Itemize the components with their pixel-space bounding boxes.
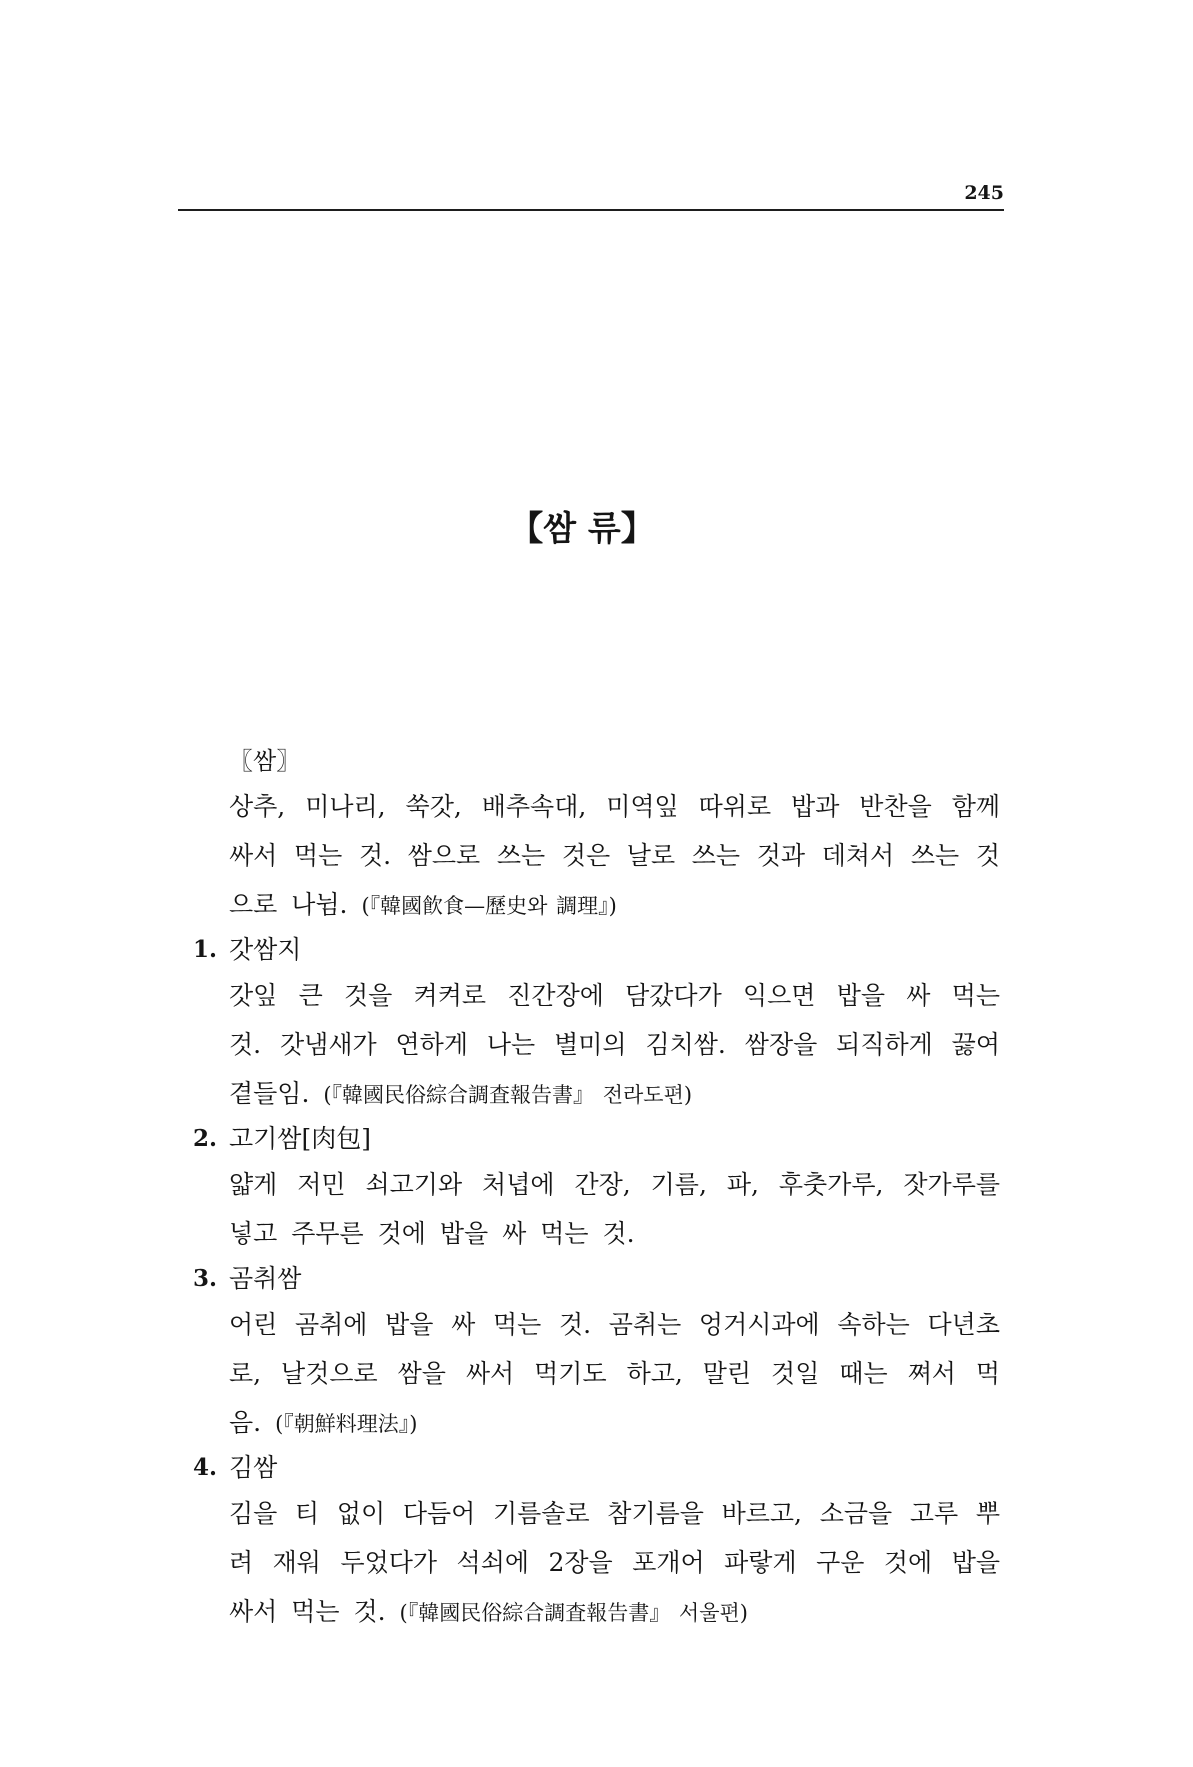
page-content: [193, 740, 1000, 1636]
entry-source: (『韓國飮食—歷史와 調理』): [361, 894, 617, 918]
item-line: 로, 날것으로 쌈을 싸서 먹기도 하고, 말린 것일 때는 쪄서 먹: [229, 1359, 1000, 1388]
item-number: 4.: [193, 1454, 218, 1481]
entry-line: [229, 880, 1000, 929]
item-title: 갓쌈지: [229, 935, 302, 964]
entry-line: 상추, 미나리, 쑥갓, 배추속대, 미역잎 따위로 밥과 반찬을 함께: [229, 792, 1000, 821]
item-line: 얇게 저민 쇠고기와 처녑에 간장, 기름, 파, 후춧가루, 잣가루를: [229, 1170, 1000, 1199]
item-heading: [193, 1447, 1000, 1489]
header-rule: [178, 209, 1004, 211]
item-heading: [193, 929, 1000, 971]
item-title: 김쌈: [229, 1453, 278, 1482]
page-number: 245: [964, 182, 1004, 204]
item-line: 넣고 주무른 것에 밥을 싸 먹는 것.: [229, 1219, 635, 1248]
item-2: [193, 1118, 1000, 1258]
item-line: [229, 1069, 1000, 1118]
item-title: 고기쌈[肉包]: [229, 1124, 371, 1153]
item-source: (『朝鮮料理法』): [275, 1412, 418, 1436]
item-source: (『韓國民俗綜合調査報告書』 서울편): [399, 1601, 748, 1625]
item-line: 김을 티 없이 다듬어 기름솔로 참기름을 바르고, 소금을 고루 뿌: [229, 1499, 1000, 1528]
item-1: [193, 929, 1000, 1118]
section-title: 【쌈 류】: [509, 509, 655, 549]
item-source: (『韓國民俗綜合調査報告書』 전라도편): [323, 1083, 693, 1107]
item-number: 2.: [193, 1125, 218, 1152]
item-3: [193, 1258, 1000, 1447]
item-line-text: 싸서 먹는 것.: [229, 1597, 386, 1626]
item-heading: [193, 1118, 1000, 1160]
item-line-text: 곁들임.: [229, 1079, 310, 1108]
item-line: [229, 1587, 1000, 1636]
item-line: 어린 곰취에 밥을 싸 먹는 것. 곰취는 엉거시과에 속하는 다년초: [229, 1310, 1000, 1339]
item-line: [229, 1398, 1000, 1447]
item-line: 갓잎 큰 것을 켜켜로 진간장에 담갔다가 익으면 밥을 싸 먹는: [229, 981, 1000, 1010]
entry-line: 싸서 먹는 것. 쌈으로 쓰는 것은 날로 쓰는 것과 데쳐서 쓰는 것: [229, 841, 1000, 870]
item-title: 곰취쌈: [229, 1264, 302, 1293]
item-4: [193, 1447, 1000, 1636]
item-line: 려 재워 두었다가 석쇠에 2장을 포개어 파랗게 구운 것에 밥을: [229, 1548, 1000, 1577]
item-number: 3.: [193, 1265, 218, 1292]
item-heading: [193, 1258, 1000, 1300]
item-line-text: 음.: [229, 1408, 262, 1437]
item-line: 것. 갓냄새가 연하게 나는 별미의 김치쌈. 쌈장을 되직하게 끓여: [229, 1030, 1000, 1059]
entry: [229, 740, 1000, 929]
entry-line-text: 으로 나뉨.: [229, 890, 348, 919]
entry-heading: 〖쌈〗: [229, 747, 301, 775]
item-number: 1.: [193, 936, 218, 963]
